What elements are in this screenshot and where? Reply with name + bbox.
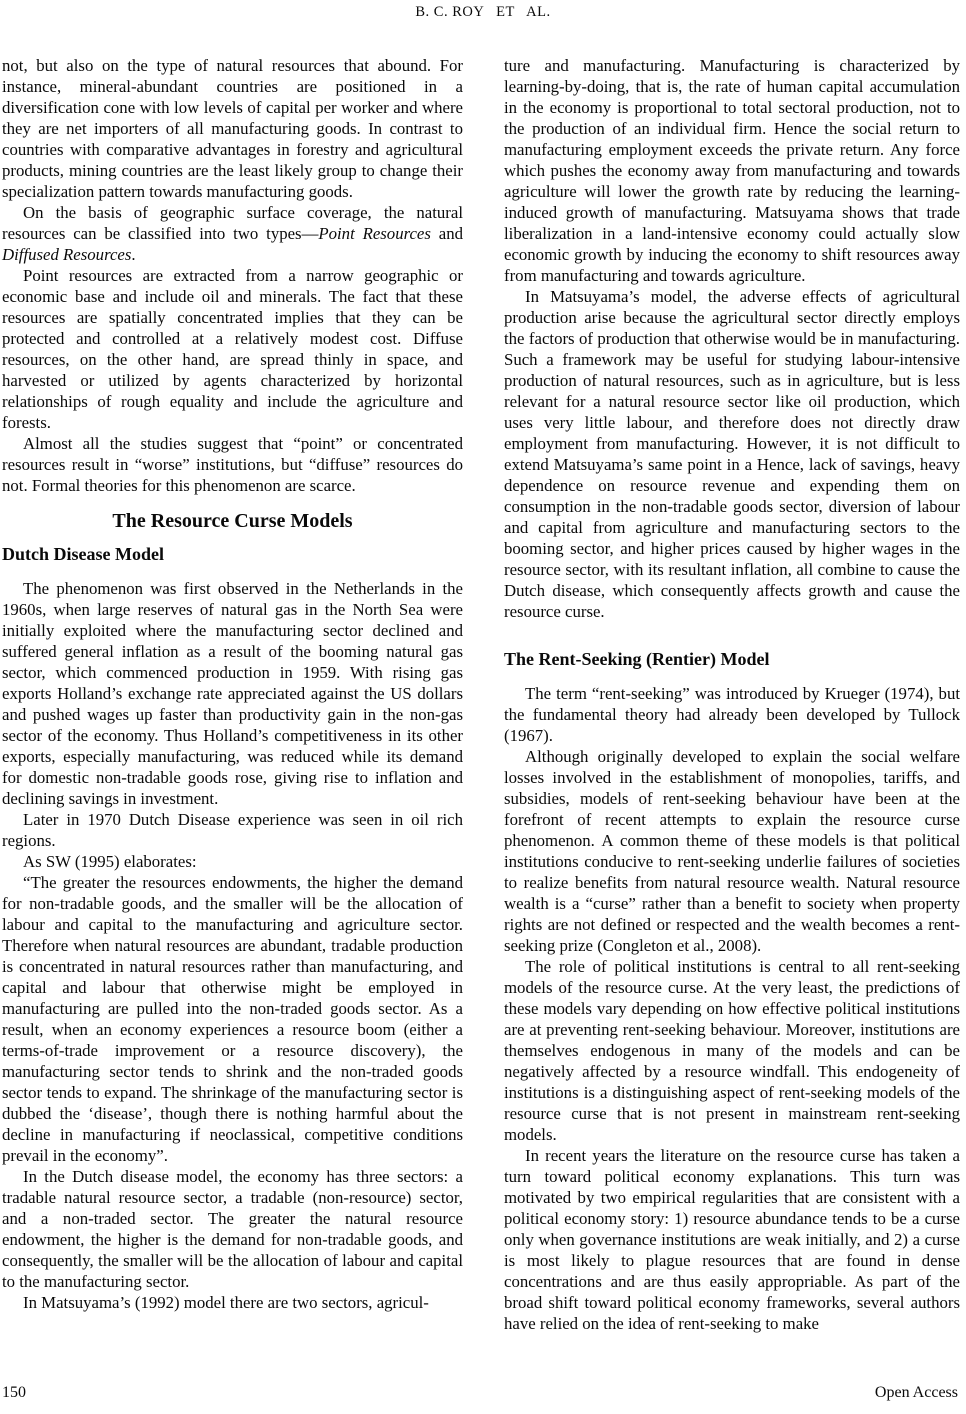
subsection-heading-dutch-disease-model: Dutch Disease Model	[2, 544, 164, 564]
running-head: B. C. ROY ET AL.	[415, 4, 551, 20]
left-column	[2, 55, 463, 1313]
paragraph-text: .	[131, 245, 136, 264]
paragraph-social-welfare-losses: Although originally developed to explain the social welfare losses involved in the establishment of monopolies, tariffs, and subsidies, models of rent-seeking behaviour have been at the forefront of recent attempts to explain the resource curse phenomenon. A common theme of these models is that political institutions conducive to rent-seeking underlie failures of societies to realize benefits from natural resource wealth. Natural resource wealth is a “curse” rather than a benefit to society when property rights are not defined or respected and the wealth becomes a rent-seeking prize (Congleton et al., 2008).	[504, 747, 960, 955]
paragraph-text: and	[430, 224, 463, 243]
italic-diffused-resources: Diffused Resources	[2, 245, 132, 264]
paragraph-sw-quote: “The greater the resources endowments, the higher the demand for non-tradable goods, and the smaller will be the allocation of labour and capital to the manufacturing and agriculture sector. Therefore when natural resources are abundant, tradable production is concentrated in natural resources rather than manufacturing, and capital and labour that otherwise might be employed in manufacturing are pulled into the non-traded goods sector. As a result, when an economy experiences a resource boom (either a terms-of-trade improvement or a resource discovery), the manufacturing sector tends to shrink and the non-traded goods sector tends to expand. The shrinkage of the manufacturing sector is dubbed the ‘disease’, though there is nothing harmful about the decline in manufacturing if neoclassical, competitive conditions prevail in the economy”.	[2, 873, 463, 1165]
paragraph-recent-years-literature: In recent years the literature on the resource curse has taken a turn toward political economy explanations. This turn was motivated by two empirical regularities that are consistent with a political economy story: 1) resource abundance tends to be a curse only when governance institutions are weak initially, and 2) a curse is most likely to plague resources that are found in dense concentrations and are thus easily appropriable. As part of the broad shift toward political economy frameworks, several authors have relied on the idea of rent-seeking to make	[504, 1146, 960, 1333]
paragraph-point-resources: Point resources are extracted from a narrow geographic or economic base and include oil and minerals. The fact that these resources are spatially concentrated implies that they can be protected and controlled at a relatively modest cost. Diffuse resources, on the other hand, are spread thinly in space, and harvested or utilized by agents characterized by horizontal relationships of rough equality and include the agriculture and forests.	[2, 266, 463, 432]
paragraph-matsuyama-adverse-effects: In Matsuyama’s model, the adverse effects of agricultural production arise because the agricultural sector directly employs the factors of production that otherwise would be in manufacturing. Such a framework may be useful for studying labour-intensive production of natural resources, such as in agriculture, but is less relevant for a natural resource sector like oil production, which uses very little labour, and therefore does not directly draw employment from manufacturing. However, it is not difficult to extend Matsuyama’s same point in a Hence, lack of savings, heavy dependence on resource revenue and expending them on consumption in the non-tradable goods sector, diversion of labour and capital from agriculture and manufacturing sectors to the booming sector, and higher prices caused by higher wages in the resource sector, with its resultant inflation, all combine to cause the Dutch disease, which consequently affects growth and cause the resource curse.	[504, 287, 960, 621]
section-heading-resource-curse-models: The Resource Curse Models	[112, 510, 353, 532]
paragraph-rent-seeking-term: The term “rent-seeking” was introduced by Krueger (1974), but the fundamental theory had already been developed by Tullock (1967).	[504, 684, 960, 745]
paragraph-sw-elaborates: As SW (1995) elaborates:	[23, 852, 197, 871]
open-access-label: Open Access	[874, 1384, 958, 1401]
page-number: 150	[2, 1384, 26, 1401]
paragraph-matsuyama-model-start: In Matsuyama’s (1992) model there are two sectors, agricul-	[23, 1293, 429, 1312]
paragraph-text: On the basis of geographic surface coverage, the natural resources can be classified into two types—	[2, 203, 463, 243]
italic-point-resources: Point Resources	[318, 224, 431, 243]
paragraph-later-1970: Later in 1970 Dutch Disease experience was seen in oil rich regions.	[2, 810, 463, 850]
paragraph-natural-resources-type: not, but also on the type of natural resources that abound. For instance, mineral-abundant countries are positioned in a diversification cone with low levels of capital per worker and where they are net importers of all manufacturing goods. In contrast to countries with comparative advantages in forestry and agricultural products, mining countries are the least likely group to change their specialization pattern towards manufacturing goods.	[2, 56, 463, 201]
paragraph-manufacturing-learning: ture and manufacturing. Manufacturing is characterized by learning-by-doing, that is, the rate of human capital accumulation in the economy is proportional to total sectoral production, not to the production of an individual firm. Hence the social return to manufacturing employment exceeds the private return. Any force which pushes the economy away from manufacturing and towards agriculture will lower the growth rate by reducing the learning-induced growth of manufacturing. Matsuyama shows that trade liberalization in a land-intensive economy could actually slow economic growth by inducing the economy to shift resources away from manufacturing and towards agriculture.	[504, 56, 960, 285]
paragraph-three-sectors: In the Dutch disease model, the economy has three sectors: a tradable natural resource sector, a tradable (non-resource) sector, and a non-traded sector. The greater the natural resource endowment, the higher is the demand for non-tradable goods, and consequently, the smaller will be the allocation of labour and capital to the manufacturing sector.	[2, 1167, 463, 1291]
paragraph-phenomenon-netherlands: The phenomenon was first observed in the Netherlands in the 1960s, when large reserves of natural gas in the North Sea were initially exploited where the manufacturing sector declined and suffered general inflation as a result of the booming natural gas sector, which commenced production in 1959. With rising gas exports Holland’s exchange rate appreciated against the US dollars and pushed wages up faster than productivity gain in the non-gas sector of the economy. Thus Holland’s competitiveness in its other exports, especially manufacturing, was reduced while its demand for domestic non-tradable goods rose, giving rise to inflation and declining savings in investment.	[2, 579, 463, 808]
right-column	[504, 55, 960, 1334]
paragraph-studies-suggest: Almost all the studies suggest that “point” or concentrated resources result in “worse” institutions, but “diffuse” resources do not. Formal theories for this phenomenon are scarce.	[2, 434, 463, 495]
subsection-heading-rent-seeking-model: The Rent-Seeking (Rentier) Model	[504, 649, 770, 669]
paragraph-political-institutions: The role of political institutions is central to all rent-seeking models of the resource curse. At the very least, the predictions of these models vary depending on how effective political institutions are at preventing rent-seeking behaviour. Moreover, institutions are themselves endogenous in many of the models and can be negatively affected by a resource windfall. This endogeneity of institutions is a distinguishing aspect of rent-seeking models of the resource curse that is not present in mainstream rent-seeking models.	[504, 957, 960, 1144]
paragraph-resource-classification	[2, 202, 463, 265]
